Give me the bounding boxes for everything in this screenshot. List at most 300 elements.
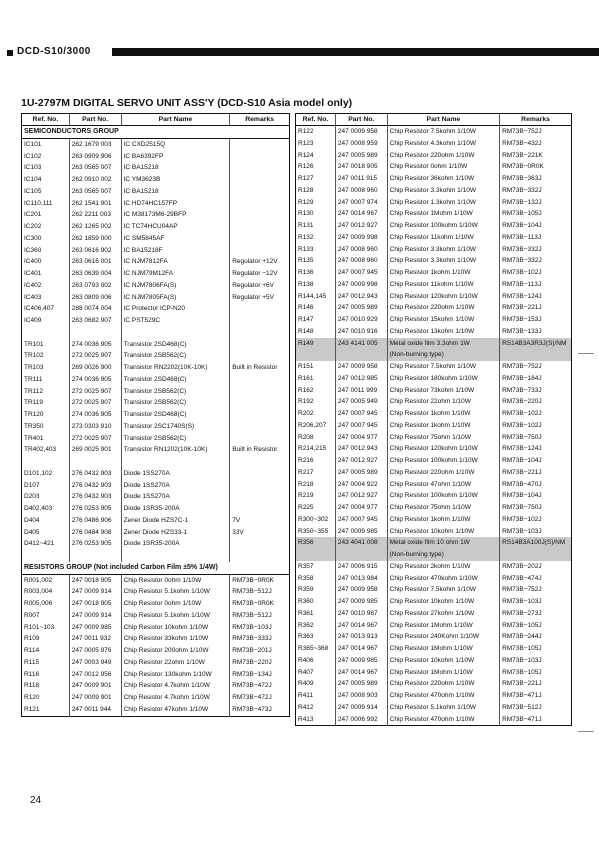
cell-name: IC HD74HC157FP	[121, 198, 230, 210]
cell-part: 262 0910 002	[69, 174, 121, 186]
cell-ref: R109	[22, 633, 70, 645]
table-row	[296, 667, 572, 679]
cell-ref: TR102	[22, 350, 70, 362]
cell-remarks: RM73B−202J	[502, 562, 542, 570]
cell-ref: TR101	[22, 339, 70, 351]
blank-cell	[69, 327, 121, 339]
table-row	[22, 138, 290, 150]
cell-ref: R225	[296, 502, 336, 514]
cell-name: Chip Resistor 4.3kohm 1/10W	[387, 138, 499, 150]
cell-part: 247 0011 999	[335, 385, 387, 397]
cell-remarks: RM73B−103J	[502, 598, 542, 605]
cell-part: 247 0007 945	[335, 514, 387, 526]
table-row	[22, 233, 290, 245]
cell-ref: R363	[296, 631, 336, 643]
cell-ref: R350~355	[296, 526, 336, 538]
table-row	[296, 396, 572, 408]
cell-ref: TR119	[22, 397, 70, 409]
cell-ref: TR120	[22, 409, 70, 421]
table-row	[22, 386, 290, 398]
blank-cell	[230, 327, 290, 339]
col-header-ref: Ref. No.	[22, 114, 70, 126]
cell-ref: R120	[22, 692, 70, 704]
cell-remarks	[230, 315, 290, 327]
table-row	[296, 267, 572, 279]
cell-remarks: RM73B−332J	[502, 257, 542, 265]
cell-name: Chip Resistor 3.3kohm 1/10W	[387, 244, 499, 256]
cell-ref: R007	[22, 610, 70, 622]
cell-remarks: RM73B−244J	[502, 633, 542, 641]
cell-part: 247 0012 943	[335, 291, 387, 303]
cell-ref	[296, 549, 336, 561]
table-row	[22, 198, 290, 210]
cell-part: 247 0013 913	[335, 631, 387, 643]
cell-part: 263 0639 004	[69, 268, 121, 280]
cell-ref: R216	[296, 455, 336, 467]
cell-part: 263 0682 907	[69, 315, 121, 327]
table-row	[22, 245, 290, 257]
cell-ref: R115	[22, 657, 70, 669]
cell-part: 262 2211 003	[69, 209, 121, 221]
cell-remarks: RM73B−104J	[502, 457, 542, 464]
table-row	[296, 126, 572, 138]
table-row	[22, 622, 290, 634]
cell-ref: R413	[296, 714, 336, 726]
table-row	[22, 527, 290, 539]
cell-ref: IC102	[22, 151, 70, 163]
cell-remarks	[500, 549, 572, 561]
cell-remarks	[230, 162, 290, 174]
cell-remarks: RM73B−134J	[232, 670, 272, 678]
cell-remarks: RM73B−273J	[502, 609, 542, 617]
cell-name: Chip Resistor 5.1kohm 1/10W	[121, 586, 230, 598]
table-row	[296, 244, 572, 256]
cell-name: Chip Resistor 220ohm 1/10W	[387, 467, 499, 479]
cell-name: Chip Resistor 22ohm 1/10W	[121, 657, 230, 669]
blank-cell	[121, 550, 230, 562]
table-row	[22, 468, 290, 480]
cell-name: Chip Resistor 10kohm 1/10W	[387, 526, 499, 538]
cell-name: Chip Resistor 1Mohm 1/10W	[387, 667, 499, 679]
table-row	[296, 373, 572, 385]
cell-part: 247 0003 949	[69, 657, 121, 669]
table-row	[22, 669, 290, 681]
cell-part: 276 0432 903	[69, 468, 121, 480]
cell-remarks: RM73B−471J	[502, 692, 542, 699]
margin-revision-mark	[578, 353, 594, 354]
header-square-mark	[7, 50, 13, 56]
cell-ref: R128	[296, 185, 336, 197]
cell-remarks: RM73B−750J	[502, 433, 542, 441]
cell-remarks: 33V	[232, 528, 244, 536]
table-row	[296, 526, 572, 538]
table-row	[22, 433, 290, 445]
cell-part: 247 0018 905	[69, 598, 121, 610]
cell-remarks	[500, 349, 572, 361]
cell-name: Transistor 2SD468(C)	[121, 339, 230, 351]
cell-ref: IC201	[22, 209, 70, 221]
cell-name: Chip Resistor 220ohm 1/10W	[387, 150, 499, 162]
cell-remarks	[230, 421, 290, 433]
table-row	[296, 502, 572, 514]
cell-ref: R135	[296, 255, 336, 267]
cell-name: Chip Resistor 3.3kohm 1/10W	[387, 255, 499, 267]
cell-name: Chip Resistor 11kohm 1/10W	[387, 232, 499, 244]
cell-remarks	[230, 468, 290, 480]
cell-remarks: RM73B−473J	[232, 705, 272, 713]
cell-ref: R003,004	[22, 586, 70, 598]
cell-name: Chip Resistor 220ohm 1/10W	[387, 678, 499, 690]
cell-part: 243 4041 008	[335, 537, 387, 549]
cell-name: Chip Resistor 75ohm 1/10W	[387, 502, 499, 514]
table-row	[22, 480, 290, 492]
cell-name: IC TC74HCU04AP	[121, 221, 230, 233]
cell-part: 247 0009 985	[335, 655, 387, 667]
cell-part: 247 0012 956	[69, 669, 121, 681]
table-row	[22, 315, 290, 327]
cell-remarks: RS14B3A100J(S)/NM	[500, 537, 572, 549]
cell-remarks: RM73B−113J	[502, 280, 542, 288]
cell-name: Diode 1SR35-200A	[121, 538, 230, 550]
cell-part: 276 0253 905	[69, 503, 121, 515]
cell-remarks: RM73B−752J	[502, 586, 542, 594]
cell-name: Chip Resistor 100kohm 1/10W	[387, 455, 499, 467]
cell-remarks: RM73B−105J	[502, 621, 542, 629]
cell-remarks	[230, 245, 290, 257]
cell-remarks: RM73B−0R0K	[232, 576, 274, 584]
cell-remarks	[230, 409, 290, 421]
blank-row	[22, 550, 290, 562]
group-header: RESISTORS GROUP (Not included Carbon Film ±5% 1/4W)	[22, 562, 290, 574]
table-row	[22, 421, 290, 433]
cell-name: Zener Diode HZS7C-1	[121, 515, 230, 527]
cell-remarks: RM73B−512J	[502, 703, 542, 711]
table-row	[22, 162, 290, 174]
cell-ref: TR111	[22, 374, 70, 386]
table-row	[296, 514, 572, 526]
cell-part: 273 0303 910	[69, 421, 121, 433]
cell-ref: R161	[296, 373, 336, 385]
cell-name: Chip Resistor 1.3kohm 1/10W	[387, 197, 499, 209]
cell-remarks	[230, 138, 290, 150]
cell-part: 272 0025 907	[69, 397, 121, 409]
cell-ref: R130	[296, 208, 336, 220]
cell-name: Chip Resistor 27kohm 1/10W	[387, 608, 499, 620]
cell-part: 269 0025 901	[69, 444, 121, 456]
cell-ref: R122	[296, 126, 336, 138]
cell-ref: IC104	[22, 174, 70, 186]
cell-part: 247 0010 929	[335, 314, 387, 326]
cell-part: 247 0007 945	[335, 420, 387, 432]
cell-ref: R362	[296, 620, 336, 632]
table-row	[296, 714, 572, 726]
cell-part: 247 0009 958	[335, 126, 387, 138]
cell-name: Chip Resistor 2kohm 1/10W	[387, 561, 499, 573]
header-rule	[112, 48, 599, 56]
cell-remarks: RM73B−201J	[232, 647, 272, 654]
cell-name: Chip Resistor 1Mohm 1/10W	[387, 620, 499, 632]
cell-name: Diode 1SS270A	[121, 480, 230, 492]
cell-ref: R406	[296, 655, 336, 667]
cell-remarks: RM73B−333J	[232, 635, 272, 643]
cell-part: 247 0013 984	[335, 573, 387, 585]
table-row	[22, 303, 290, 315]
cell-part: 274 0036 905	[69, 374, 121, 386]
cell-part: 247 0011 932	[69, 633, 121, 645]
cell-part: 247 0009 914	[69, 586, 121, 598]
cell-part: 247 0006 992	[335, 714, 387, 726]
table-row	[296, 385, 572, 397]
cell-ref: D404	[22, 515, 70, 527]
table-row	[22, 657, 290, 669]
cell-name: Chip Resistor 7.5kohm 1/10W	[387, 126, 499, 138]
cell-remarks	[230, 198, 290, 210]
cell-ref: TR103	[22, 362, 70, 374]
cell-ref: R192	[296, 396, 336, 408]
cell-name: Chip Resistor 10kohm 1/10W	[121, 622, 230, 634]
cell-part: 247 0014 967	[335, 620, 387, 632]
cell-part: 247 0010 916	[335, 326, 387, 338]
cell-name: IC NJM7805FA(S)	[121, 292, 230, 304]
cell-name: Chip Resistor 1kohm 1/10W	[387, 408, 499, 420]
table-row	[22, 209, 290, 221]
cell-remarks: RM73B−332J	[502, 186, 542, 194]
cell-remarks: RM73B−750J	[502, 504, 542, 511]
cell-part: 247 0014 967	[335, 208, 387, 220]
cell-name: Transistor 2SB562(C)	[121, 433, 230, 445]
cell-remarks: RM73B−471J	[502, 715, 542, 723]
cell-remarks: Regulator +12V	[232, 258, 278, 266]
table-row	[296, 208, 572, 220]
cell-name: Chip Resistor 1kohm 1/10W	[387, 514, 499, 526]
cell-part: 247 0004 977	[335, 502, 387, 514]
table-row	[22, 645, 290, 657]
table-row	[22, 444, 290, 456]
cell-remarks	[230, 186, 290, 198]
table-row	[296, 690, 572, 702]
cell-part: 247 0018 905	[335, 161, 387, 173]
cell-remarks: RM73B−221J	[502, 304, 542, 312]
table-row	[296, 161, 572, 173]
cell-part: 247 0018 905	[69, 574, 121, 586]
cell-ref: R138	[296, 279, 336, 291]
cell-remarks: RM73B−113J	[502, 233, 542, 241]
cell-ref: R358	[296, 573, 336, 585]
cell-name: Transistor 2SB562(C)	[121, 397, 230, 409]
table-row	[22, 280, 290, 292]
cell-remarks	[230, 209, 290, 221]
cell-part: 247 0009 985	[335, 596, 387, 608]
cell-part: 272 0025 907	[69, 386, 121, 398]
cell-remarks: RM73B−472J	[232, 682, 272, 690]
table-row	[22, 692, 290, 704]
cell-remarks: RM73B−512J	[232, 588, 272, 596]
table-row	[296, 220, 572, 232]
cell-name: Chip Resistor 120kohm 1/10W	[387, 291, 499, 303]
cell-ref: IC101	[22, 138, 70, 150]
cell-remarks: RM73B−102J	[502, 410, 542, 417]
table-header-row	[296, 114, 572, 126]
cell-name: Transistor RN2202(10K-10K)	[121, 362, 230, 374]
table-row	[22, 503, 290, 515]
cell-ref: R133	[296, 244, 336, 256]
cell-part: 262 1859 000	[69, 233, 121, 245]
cell-remarks	[230, 538, 290, 550]
blank-cell	[69, 550, 121, 562]
cell-name: Chip Resistor 7.5kohm 1/10W	[387, 361, 499, 373]
cell-name: Transistor 2SB562(C)	[121, 386, 230, 398]
cell-remarks: RM73B−221J	[502, 680, 542, 688]
cell-ref: IC400	[22, 256, 70, 268]
col-header-ref: Ref. No.	[296, 114, 336, 126]
cell-name: Chip Resistor 75ohm 1/10W	[387, 432, 499, 444]
left-table-body	[22, 126, 290, 717]
table-row	[22, 362, 290, 374]
cell-part: 247 0005 949	[335, 396, 387, 408]
cell-ref: D203	[22, 491, 70, 503]
cell-part: 263 0565 007	[69, 162, 121, 174]
table-header-row	[22, 114, 290, 126]
cell-ref: R146	[296, 302, 336, 314]
cell-ref: IC202	[22, 221, 70, 233]
table-row	[296, 138, 572, 150]
cell-part: 276 0484 908	[69, 527, 121, 539]
cell-name: Chip Resistor 36kohm 1/10W	[387, 173, 499, 185]
group-header-row	[22, 562, 290, 574]
left-parts-table	[21, 113, 290, 717]
table-row	[296, 678, 572, 690]
table-row	[22, 268, 290, 280]
cell-name: Chip Resistor 1Mohm 1/10W	[387, 208, 499, 220]
cell-name: Chip Resistor 10kohm 1/10W	[387, 655, 499, 667]
table-row	[296, 655, 572, 667]
cell-remarks: Regulator −12V	[232, 270, 278, 277]
cell-ref: TR402,403	[22, 444, 70, 456]
cell-remarks: RM73B−0R0K	[502, 163, 544, 171]
cell-part: 247 0007 974	[335, 197, 387, 209]
cell-ref: R126	[296, 161, 336, 173]
cell-part: 276 0486 906	[69, 515, 121, 527]
blank-cell	[22, 456, 70, 468]
cell-remarks: RM73B−220J	[502, 398, 542, 406]
col-header-part: Part No.	[69, 114, 121, 126]
table-row	[22, 704, 290, 716]
cell-name: Transistor RN1202(10K-10K)	[121, 444, 230, 456]
cell-ref: TR112	[22, 386, 70, 398]
cell-remarks	[230, 221, 290, 233]
cell-ref: R208	[296, 432, 336, 444]
cell-part	[335, 349, 387, 361]
cell-part: 276 0432 903	[69, 480, 121, 492]
cell-part: 247 0012 985	[335, 373, 387, 385]
table-row	[22, 598, 290, 610]
cell-name: Chip Resistor 3.3kohm 1/10W	[387, 185, 499, 197]
cell-remarks	[230, 480, 290, 492]
cell-remarks: Built in Resistor	[232, 364, 278, 371]
cell-name: Transistor 2SD468(C)	[121, 409, 230, 421]
col-header-part: Part No.	[335, 114, 387, 126]
table-row	[22, 256, 290, 268]
table-row	[22, 574, 290, 586]
cell-part: 276 0253 905	[69, 538, 121, 550]
cell-part: 263 0616 001	[69, 256, 121, 268]
cell-name: Chip Resistor 47kohm 1/10W	[121, 704, 230, 716]
col-header-remarks: Remarks	[230, 114, 290, 126]
cell-name: Diode 1SS270A	[121, 468, 230, 480]
cell-name: Metal oxide film 10 ohm 1W	[387, 537, 499, 549]
cell-remarks: RM73B−220J	[232, 658, 272, 666]
cell-name: Chip Resistor 11kohm 1/10W	[387, 279, 499, 291]
cell-part: 247 0011 915	[335, 173, 387, 185]
cell-name: Chip Resistor 15kohm 1/10W	[387, 314, 499, 326]
cell-ref: R360	[296, 596, 336, 608]
cell-remarks: RS14B3A3R3J(S)/NM	[500, 338, 572, 350]
table-row	[296, 232, 572, 244]
cell-name: IC NJM7812FA	[121, 256, 230, 268]
cell-ref: R118	[22, 680, 70, 692]
cell-name: Chip Resistor 1kohm 1/10W	[387, 267, 499, 279]
table-row	[296, 408, 572, 420]
cell-name: Transistor 2SD468(C)	[121, 374, 230, 386]
cell-ref: R116	[22, 669, 70, 681]
cell-ref: TR350	[22, 421, 70, 433]
table-row	[296, 561, 572, 573]
cell-ref: R206,207	[296, 420, 336, 432]
cell-name: Chip Resistor 33kohm 1/10W	[121, 633, 230, 645]
cell-part: 247 0005 989	[335, 678, 387, 690]
cell-remarks	[230, 503, 290, 515]
table-row	[296, 302, 572, 314]
cell-name: Metal oxide film 3.3ohm 1W	[387, 338, 499, 350]
cell-remarks: RM73B−104J	[502, 492, 542, 500]
cell-ref: IC403	[22, 292, 70, 304]
right-table-body	[296, 126, 572, 726]
cell-remarks: RM73B−221K	[502, 151, 543, 159]
cell-remarks: RM73B−432J	[502, 139, 542, 147]
cell-ref: R136	[296, 267, 336, 279]
cell-ref: D412~421	[22, 538, 70, 550]
table-row	[22, 491, 290, 503]
cell-ref: IC103	[22, 162, 70, 174]
cell-ref: R365~368	[296, 643, 336, 655]
table-row	[296, 584, 572, 596]
cell-part: 247 0012 927	[335, 455, 387, 467]
cell-remarks: Regulator +5V	[232, 293, 274, 301]
cell-ref: D402,403	[22, 503, 70, 515]
cell-part: 247 0009 998	[335, 279, 387, 291]
cell-name: IC BA6392FP	[121, 151, 230, 163]
cell-name: Chip Resistor 130kohm 1/10W	[121, 669, 230, 681]
cell-ref: D101,102	[22, 468, 70, 480]
cell-part: 247 0008 960	[335, 244, 387, 256]
cell-name: IC BA15218F	[121, 245, 230, 257]
cell-name: IC Protector ICP-N20	[121, 303, 230, 315]
cell-remarks: RM73B−103J	[232, 623, 272, 631]
cell-part: 243 4141 005	[335, 338, 387, 350]
cell-name: Chip Resistor 10kohm 1/10W	[387, 596, 499, 608]
cell-name: IC M38173M6-29BFP	[121, 209, 230, 221]
blank-cell	[22, 327, 70, 339]
cell-name: Chip Resistor 0ohm 1/10W	[121, 574, 230, 586]
table-row	[296, 702, 572, 714]
table-row	[296, 467, 572, 479]
col-header-name: Part Name	[121, 114, 230, 126]
cell-ref: R147	[296, 314, 336, 326]
table-row	[296, 279, 572, 291]
cell-ref: R127	[296, 173, 336, 185]
cell-ref: IC409	[22, 315, 70, 327]
cell-part: 247 0005 976	[69, 645, 121, 657]
